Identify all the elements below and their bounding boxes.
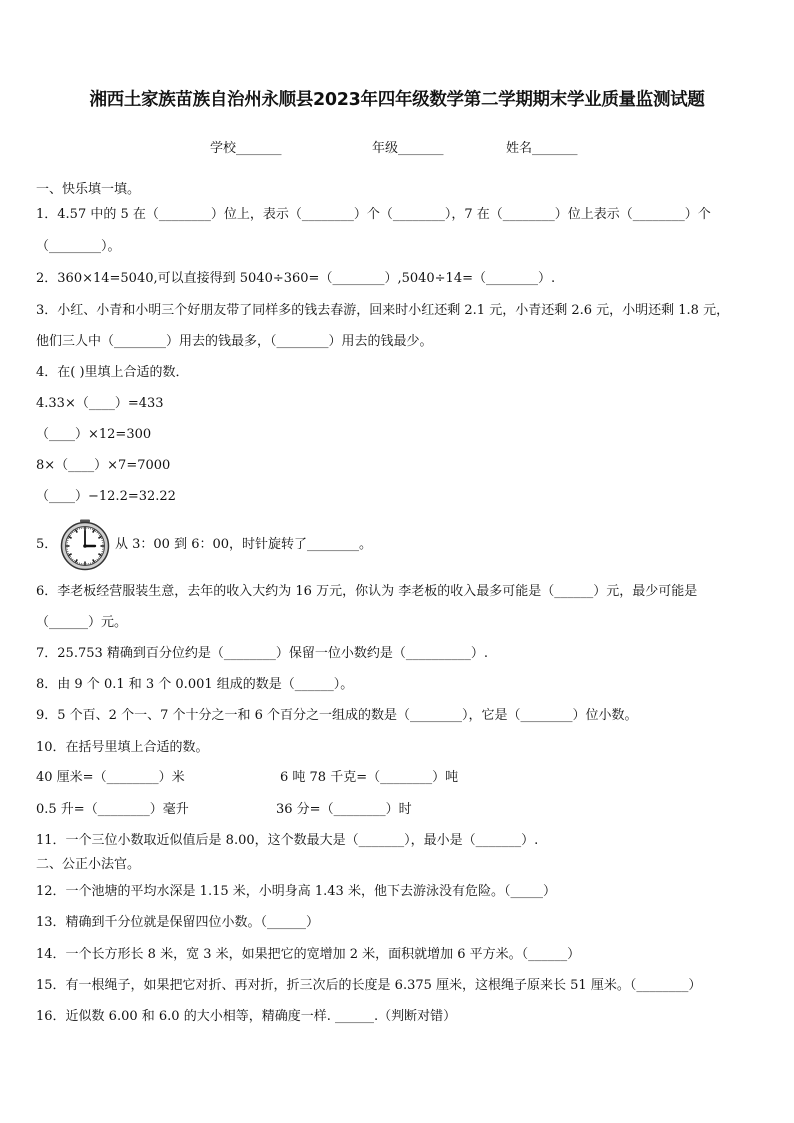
- question-2: 2．360×14=5040,可以直接得到 5040÷360=（________）,5040÷14=（________）.: [36, 271, 556, 286]
- question-6-line-1: 6．李老板经营服装生意，去年的收入大约为 16 万元，你认为 李老板的收入最多可能是（______）元，最少可能是: [36, 584, 698, 599]
- question-5-number: 5．: [36, 537, 58, 552]
- question-11: 11．一个三位小数取近似值后是 8.00，这个数最大是（_______），最小是（_______）.: [36, 833, 539, 848]
- question-4-item-a: 4.33×（____）=433: [36, 396, 164, 411]
- question-14: 14．一个长方形长 8 米，宽 3 米，如果把它的宽增加 2 米，面积就增加 6 平方米。（______）: [36, 947, 581, 962]
- question-16: 16．近似数 6.00 和 6.0 的大小相等，精确度一样. ______.（判断对错）: [36, 1009, 457, 1024]
- question-3-line-1: 3．小红、小青和小明三个好朋友带了同样多的钱去春游，回来时小红还剩 2.1 元，小青还剩 2.6 元，小明还剩 1.8 元，: [36, 303, 730, 318]
- question-1-line-2: （________）。: [36, 239, 121, 254]
- question-4-item-c: 8×（____）×7=7000: [36, 458, 171, 473]
- question-12: 12．一个池塘的平均水深是 1.15 米，小明身高 1.43 米，他下去游泳没有危险。（_____）: [36, 884, 556, 899]
- page-title: 湘西土家族苗族自治州永顺县2023年四年级数学第二学期期末学业质量监测试题: [89, 90, 705, 110]
- name-field: 姓名_______: [506, 141, 578, 156]
- section-heading-2: 二、公正小法官。: [36, 857, 141, 872]
- question-9: 9．5 个百、2 个一、7 个十分之一和 6 个百分之一组成的数是（________），它是（________）位小数。: [36, 708, 638, 723]
- question-7: 7．25.753 精确到百分位约是（________）保留一位小数约是（__________）.: [36, 646, 489, 661]
- question-10-item-b: 6 吨 78 千克=（________）吨: [280, 770, 459, 785]
- question-10-item-a: 40 厘米=（________）米: [36, 770, 185, 785]
- question-13: 13．精确到千分位就是保留四位小数。（______）: [36, 915, 320, 930]
- question-5-text: 从 3：00 到 6：00，时针旋转了________。: [115, 537, 373, 552]
- question-15: 15．有一根绳子，如果把它对折、再对折，折三次后的长度是 6.375 厘米，这根绳子原来长 51 厘米。（________）: [36, 978, 702, 993]
- question-4-item-d: （____）−12.2=32.22: [36, 489, 176, 504]
- school-field: 学校_______: [210, 141, 282, 156]
- question-3-line-2: 他们三人中（________）用去的钱最多，（________）用去的钱最少。: [36, 334, 433, 349]
- question-10-item-c: 0.5 升=（________）毫升: [36, 802, 189, 817]
- question-8: 8．由 9 个 0.1 和 3 个 0.001 组成的数是（______）。: [36, 677, 354, 692]
- grade-field: 年级_______: [372, 141, 444, 156]
- question-4-item-b: （____）×12=300: [36, 427, 152, 442]
- question-4: 4．在( )里填上合适的数．: [36, 365, 189, 380]
- question-10: 10．在括号里填上合适的数。: [36, 740, 209, 755]
- question-1-line-1: 1．4.57 中的 5 在（________）位上，表示（________）个（________），7 在（________）位上表示（________）个: [36, 207, 711, 222]
- question-10-item-d: 36 分=（________）时: [276, 802, 412, 817]
- clock-icon: [59, 519, 111, 571]
- section-heading-1: 一、快乐填一填。: [36, 182, 141, 197]
- question-6-line-2: （______）元。: [36, 615, 128, 630]
